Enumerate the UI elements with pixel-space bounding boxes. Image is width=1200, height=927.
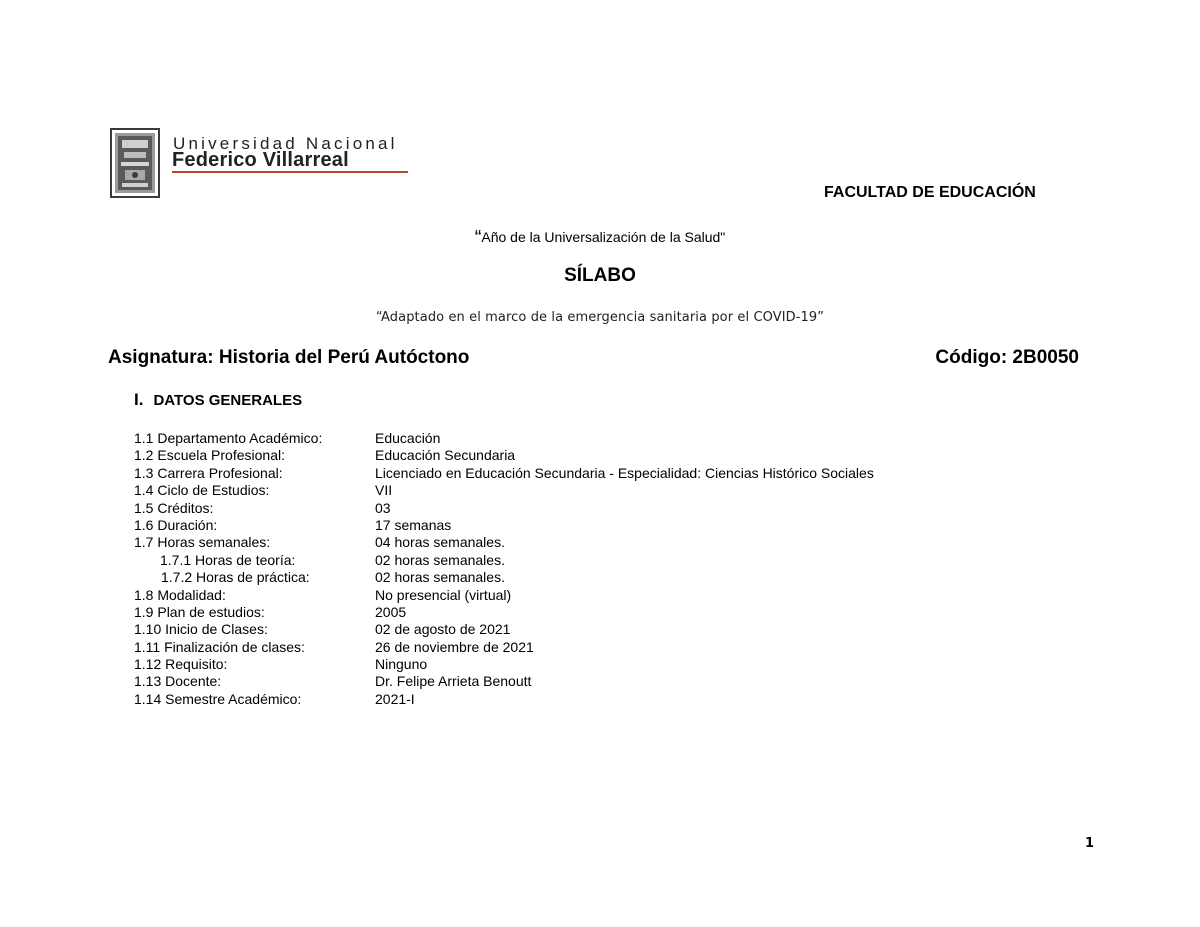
data-label: 1.1 Departamento Académico:: [134, 430, 323, 446]
data-value: 2005: [375, 603, 407, 620]
document-title: SÍLABO: [564, 265, 636, 286]
data-value: 26 de noviembre de 2021: [375, 638, 534, 655]
data-label: 1.6 Duración:: [134, 516, 218, 533]
page-number: 1: [1085, 836, 1095, 851]
data-label: 1.7.1 Horas de teoría:: [160, 551, 296, 568]
data-label: 1.9 Plan de estudios:: [134, 603, 265, 620]
university-name-line1: Universidad Nacional: [173, 134, 398, 153]
data-value: Educación Secundaria: [375, 447, 516, 464]
data-value: 03: [375, 499, 391, 516]
faculty-name: FACULTAD DE EDUCACIÓN: [824, 184, 1036, 201]
data-value: Educación: [375, 430, 441, 446]
data-value: No presencial (virtual): [375, 586, 512, 603]
data-label: 1.2 Escuela Profesional:: [134, 447, 285, 464]
section-number: I.: [134, 390, 144, 409]
data-value: Ninguno: [375, 656, 428, 673]
covid-note: “Adaptado en el marco de la emergencia sanitaria por el COVID-19”: [375, 310, 825, 325]
data-value: Licenciado en Educación Secundaria - Especialidad: Ciencias Histórico Sociales: [375, 464, 874, 481]
year-motto-open-quote: “: [474, 227, 482, 249]
logo-underline: [172, 171, 408, 173]
data-value: 04 horas semanales.: [375, 534, 505, 551]
data-value: 02 horas semanales.: [375, 569, 505, 586]
university-name-line2: Federico Villarreal: [172, 149, 349, 171]
data-label: 1.12 Requisito:: [134, 656, 228, 673]
data-label: 1.7 Horas semanales:: [134, 534, 271, 551]
data-label: 1.7.2 Horas de práctica:: [161, 569, 310, 586]
data-value: 2021-I: [375, 690, 415, 707]
data-value: VII: [375, 482, 393, 499]
university-seal-icon: [110, 128, 160, 198]
section-title-text: DATOS GENERALES: [153, 392, 303, 409]
course-subject: Asignatura: Historia del Perú Autóctono: [108, 347, 470, 368]
data-value: 02 horas semanales.: [375, 551, 505, 568]
course-code: Código: 2B0050: [935, 347, 1079, 368]
data-value: 02 de agosto de 2021: [375, 621, 511, 638]
data-value: 17 semanas: [375, 516, 452, 533]
data-label: 1.4 Ciclo de Estudios:: [134, 482, 270, 499]
year-motto-text: Año de la Universalización de la Salud": [481, 229, 726, 245]
year-motto: [0, 227, 1200, 250]
data-label: 1.8 Modalidad:: [134, 586, 226, 603]
data-label: 1.13 Docente:: [134, 673, 222, 690]
data-label: 1.14 Semestre Académico:: [134, 690, 302, 707]
data-label: 1.5 Créditos:: [134, 499, 214, 516]
data-label: 1.10 Inicio de Clases:: [134, 621, 268, 638]
section-heading: [134, 390, 302, 410]
data-label: 1.11 Finalización de clases:: [134, 638, 305, 655]
data-label: 1.3 Carrera Profesional:: [134, 464, 283, 481]
data-value: Dr. Felipe Arrieta Benoutt: [375, 673, 532, 690]
